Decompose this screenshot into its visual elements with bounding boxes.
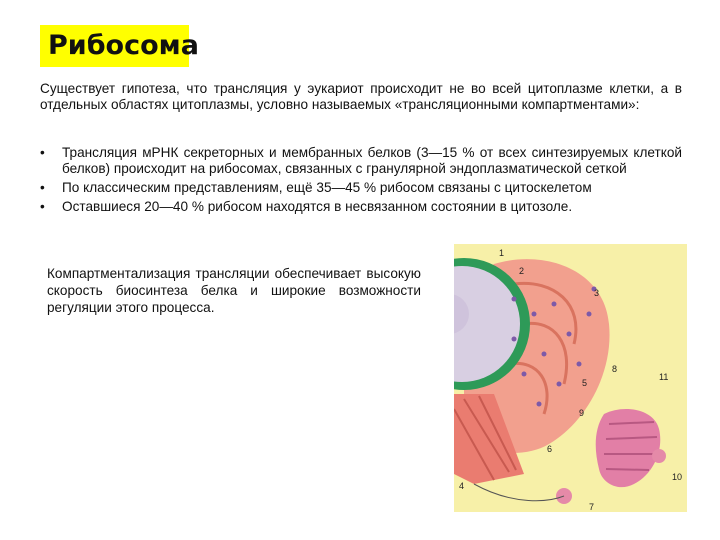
label-5: 5 (582, 378, 588, 388)
page-title: Рибосома (48, 30, 199, 61)
label-11: 11 (659, 372, 669, 382)
vesicle (652, 449, 666, 463)
side-paragraph: Компартментализация трансляции обеспечивает высокую скорость биосинтеза белка и широкие возможности регуляции этого процесса. (47, 266, 421, 315)
label-1: 1 (499, 248, 505, 258)
intro-paragraph: Существует гипотеза, что трансляция у эукариот происходит не во всей цитоплазме клетки, а в отдельных областях цитоплазмы, условно называемых «трансляционными компартментами»: (40, 81, 682, 112)
label-2: 2 (519, 266, 525, 276)
label-9: 9 (579, 408, 585, 418)
label-10: 10 (672, 472, 683, 482)
bullet-item: • Оставшиеся 20—40 % рибосом находятся в несвязанном состоянии в цитозоле. (40, 199, 682, 215)
label-7: 7 (589, 502, 595, 512)
label-8: 8 (612, 364, 618, 374)
title-highlight (40, 25, 199, 67)
label-4: 4 (459, 481, 465, 491)
cell-illustration (454, 244, 687, 512)
label-6: 6 (547, 444, 553, 454)
bullet-item: • По классическим представлениям, ещё 35—45 % рибосом связаны с цитоскелетом (40, 180, 682, 196)
bullet-item: • Трансляция мРНК секреторных и мембранных белков (3—15 % от всех синтезируемых клеткой белков) происходит на рибосомах, связанных с гранулярной эндоплазматической сеткой (40, 145, 682, 177)
bullet-list (40, 145, 682, 218)
cell-diagram-svg (454, 244, 687, 512)
label-3: 3 (594, 288, 600, 298)
